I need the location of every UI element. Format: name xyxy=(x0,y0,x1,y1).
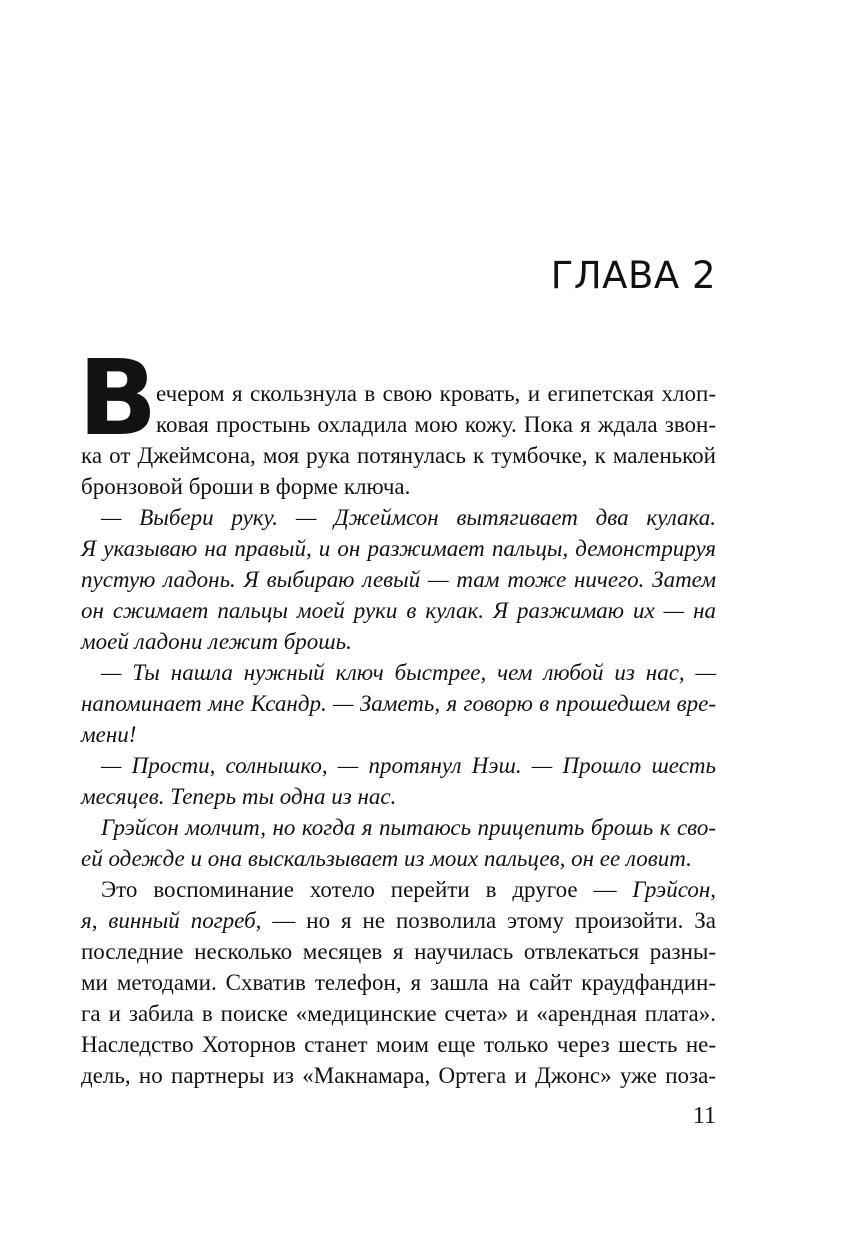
paragraph xyxy=(81,874,716,1091)
italic-text: моей ладони лежит брошь. xyxy=(81,629,352,654)
paragraph xyxy=(78,337,716,502)
roman-text: ми методами. Схватив телефон, я зашла на сайт краудфандин- xyxy=(81,970,716,995)
text-line xyxy=(81,688,716,719)
text-line xyxy=(81,781,716,812)
italic-text: Грэйсон, xyxy=(632,877,716,902)
roman-text: бронзовой броши в форме ключа. xyxy=(81,474,411,499)
text-line xyxy=(81,936,716,967)
text-line xyxy=(81,1060,716,1091)
italic-text: пустую ладонь. Я выбираю левый — там тоже ничего. Затем xyxy=(81,567,716,592)
text-line xyxy=(81,409,716,440)
roman-text: — но я не позволила этому произойти. За xyxy=(261,908,716,933)
text-line xyxy=(81,471,716,502)
roman-text: ка от Джеймсона, моя рука потянулась к тумбочке, к маленькой xyxy=(81,443,716,468)
italic-text: Я указываю на правый, и он разжимает пальцы, демонстрируя xyxy=(81,536,716,561)
italic-text: — Выбери руку. — Джеймсон вытягивает два кулака. xyxy=(101,505,716,530)
italic-text: — Прости, солнышко, — протянул Нэш. — Прошло шесть xyxy=(101,753,716,778)
italic-text: — Ты нашла нужный ключ быстрее, чем любой из нас, — xyxy=(101,660,716,685)
italic-text: месяцев. Теперь ты одна из нас. xyxy=(81,784,397,809)
text-line xyxy=(81,812,716,843)
text-line xyxy=(81,719,716,750)
paragraph xyxy=(81,502,716,657)
paragraph xyxy=(81,750,716,812)
page-text xyxy=(78,337,716,1091)
text-line xyxy=(81,564,716,595)
chapter-heading: ГЛАВА 2 xyxy=(550,254,716,297)
text-line xyxy=(81,905,716,936)
italic-text: Грэйсон молчит, но когда я пытаюсь прицепить брошь к сво- xyxy=(101,815,716,840)
drop-cap-letter: В xyxy=(78,337,158,459)
drop-cap xyxy=(78,337,158,459)
text-line xyxy=(81,967,716,998)
page-content xyxy=(78,0,716,1131)
text-line xyxy=(81,595,716,626)
text-line xyxy=(81,750,716,781)
paragraph xyxy=(81,657,716,750)
roman-text: дель, но партнеры из «Макнамара, Ортега и Джонс» уже поза- xyxy=(81,1063,716,1088)
text-line xyxy=(81,533,716,564)
italic-text: мени! xyxy=(81,722,137,747)
roman-text: Наследство Хоторнов станет моим еще только через шесть не- xyxy=(81,1032,716,1057)
italic-text: я, винный погреб, xyxy=(81,908,262,933)
text-line xyxy=(81,1029,716,1060)
text-line xyxy=(81,843,716,874)
roman-text: ечером я скользнула в свою кровать, и египетская хлоп- xyxy=(156,381,716,406)
text-line xyxy=(81,440,716,471)
italic-text: ей одежде и она выскальзывает из моих пальцев, он ее ловит. xyxy=(81,846,692,871)
text-line xyxy=(81,657,716,688)
roman-text: га и забила в поиске «медицинские счета» и «арендная плата». xyxy=(81,1001,716,1026)
text-line xyxy=(81,998,716,1029)
roman-text: Это воспоминание хотело перейти в другое — xyxy=(101,877,633,902)
italic-text: он сжимает пальцы моей руки в кулак. Я разжимаю их — на xyxy=(81,598,716,623)
roman-text: последние несколько месяцев я научилась отвлекаться разны- xyxy=(81,939,716,964)
text-line xyxy=(81,874,716,905)
italic-text: напоминает мне Ксандр. — Заметь, я говорю в прошедшем вре- xyxy=(81,691,716,716)
roman-text: ковая простынь охладила мою кожу. Пока я ждала звон- xyxy=(156,412,716,437)
text-line xyxy=(81,626,716,657)
page-number: 11 xyxy=(692,1103,716,1129)
text-line xyxy=(81,502,716,533)
paragraph xyxy=(81,812,716,874)
text-line xyxy=(81,378,716,409)
